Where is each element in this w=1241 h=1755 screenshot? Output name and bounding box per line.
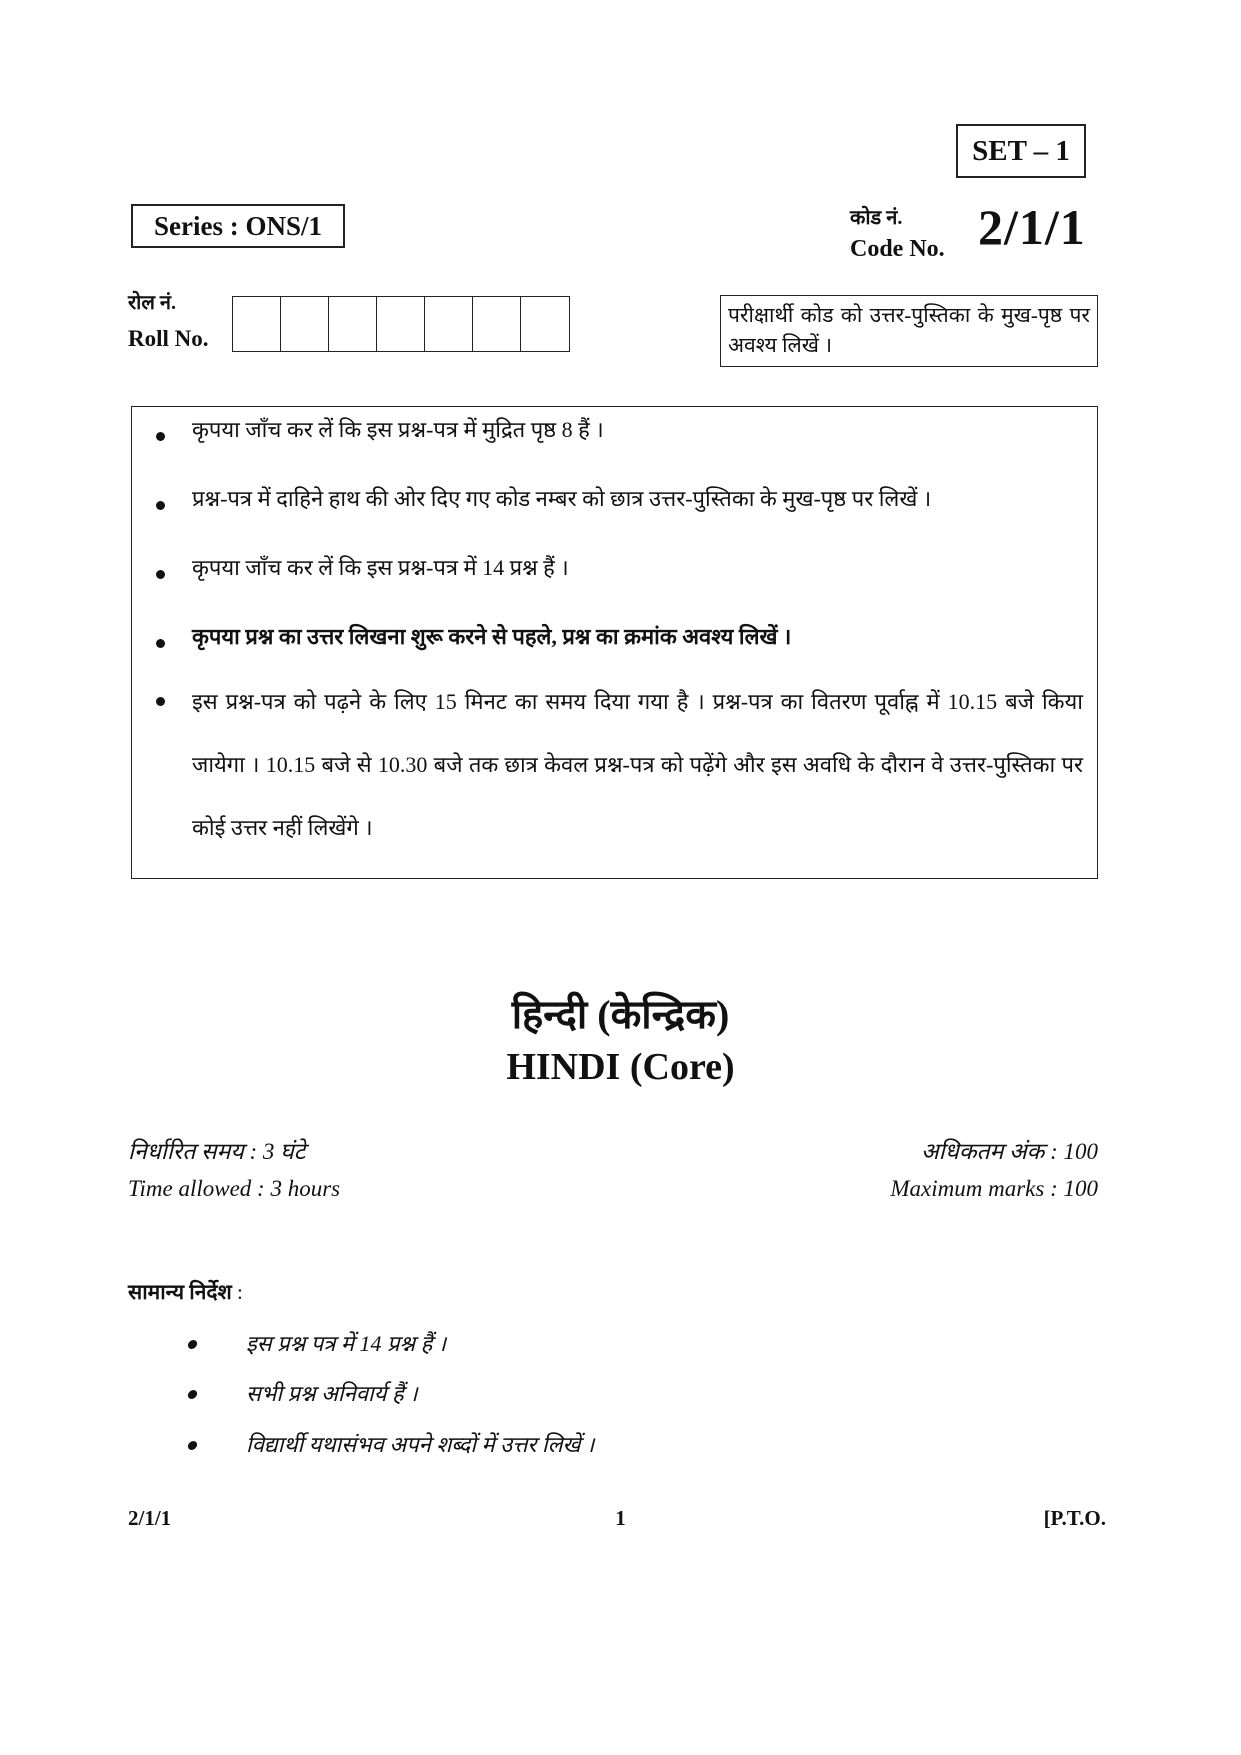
time-allowed-english: Time allowed : 3 hours (128, 1176, 341, 1201)
bullet-icon (156, 697, 165, 706)
bullet-icon (156, 432, 165, 441)
roll-label-hindi: रोल नं. (128, 292, 177, 314)
general-instructions-heading (128, 1278, 243, 1306)
roll-number-boxes[interactable] (232, 296, 570, 352)
code-label-hindi: कोड नं. (850, 207, 903, 229)
subject-title-english: HINDI (Core) (506, 1046, 735, 1088)
instruction-text: कृपया प्रश्न का उत्तर लिखना शुरू करने से पहले, प्रश्न का क्रमांक अवश्य लिखें । (192, 624, 792, 649)
subject-title-hindi: हिन्दी (केन्द्रिक) (511, 992, 730, 1037)
bullet-icon (156, 501, 165, 510)
pto-label: [P.T.O. (1043, 1506, 1106, 1530)
page-number: 1 (615, 1506, 626, 1530)
general-instruction-text: विद्यार्थी यथासंभव अपने शब्दों में उत्तर लिखें । (246, 1432, 595, 1457)
code-label-english: Code No. (850, 236, 945, 262)
roll-number-cell[interactable] (233, 297, 281, 351)
roll-number-cell[interactable] (425, 297, 473, 351)
bullet-icon (156, 570, 165, 579)
general-instruction-text: सभी प्रश्न अनिवार्य हैं । (246, 1381, 418, 1406)
instructions-box (131, 406, 1098, 879)
bullet-icon (187, 1340, 198, 1349)
general-instruction-item (190, 1378, 418, 1408)
maximum-marks-english: Maximum marks : 100 (890, 1176, 1098, 1201)
general-instruction-item (190, 1328, 446, 1358)
general-heading-colon: : (231, 1280, 243, 1304)
roll-number-cell[interactable] (521, 297, 569, 351)
bullet-icon (187, 1441, 198, 1450)
roll-number-cell[interactable] (329, 297, 377, 351)
general-instruction-item (190, 1429, 594, 1459)
set-label: SET – 1 (956, 124, 1086, 178)
general-heading-text: सामान्य निर्देश (128, 1280, 232, 1304)
series-label: Series : ONS/1 (131, 204, 345, 248)
instruction-text: कृपया जाँच कर लें कि इस प्रश्न-पत्र में 14 प्रश्न हैं । (192, 555, 569, 580)
time-allowed-hindi: निर्धारित समय : 3 घंटे (128, 1139, 306, 1164)
roll-number-cell[interactable] (473, 297, 521, 351)
general-instruction-text: इस प्रश्न पत्र में 14 प्रश्न हैं । (246, 1331, 447, 1356)
code-value: 2/1/1 (978, 199, 1086, 255)
bullet-icon (156, 639, 165, 648)
bullet-icon (187, 1390, 198, 1399)
candidate-code-note: परीक्षार्थी कोड को उत्तर-पुस्तिका के मुख-पृष्ठ पर अवश्य लिखें । (720, 295, 1098, 367)
roll-number-cell[interactable] (377, 297, 425, 351)
instruction-text: इस प्रश्न-पत्र को पढ़ने के लिए 15 मिनट का समय दिया गया है । प्रश्न-पत्र का वितरण पूर्वाह्न में 10.15 बजे किया जायेगा । 10.15 बजे से 10.30 बजे तक छात्र केवल प्रश्न-पत्र को पढ़ेंगे और इस अवधि के दौरान वे उत्तर-पुस्तिका पर कोई उत्तर नहीं लिखेंगे । (192, 689, 1083, 840)
roll-number-cell[interactable] (281, 297, 329, 351)
instruction-text: कृपया जाँच कर लें कि इस प्रश्न-पत्र में मुद्रित पृष्ठ 8 हैं । (192, 417, 604, 442)
footer-code: 2/1/1 (128, 1506, 172, 1530)
instruction-text: प्रश्न-पत्र में दाहिने हाथ की ओर दिए गए कोड नम्बर को छात्र उत्तर-पुस्तिका के मुख-पृष्ठ पर लिखें । (192, 486, 932, 511)
maximum-marks-hindi: अधिकतम अंक : 100 (921, 1139, 1098, 1164)
roll-label-english: Roll No. (128, 326, 209, 351)
